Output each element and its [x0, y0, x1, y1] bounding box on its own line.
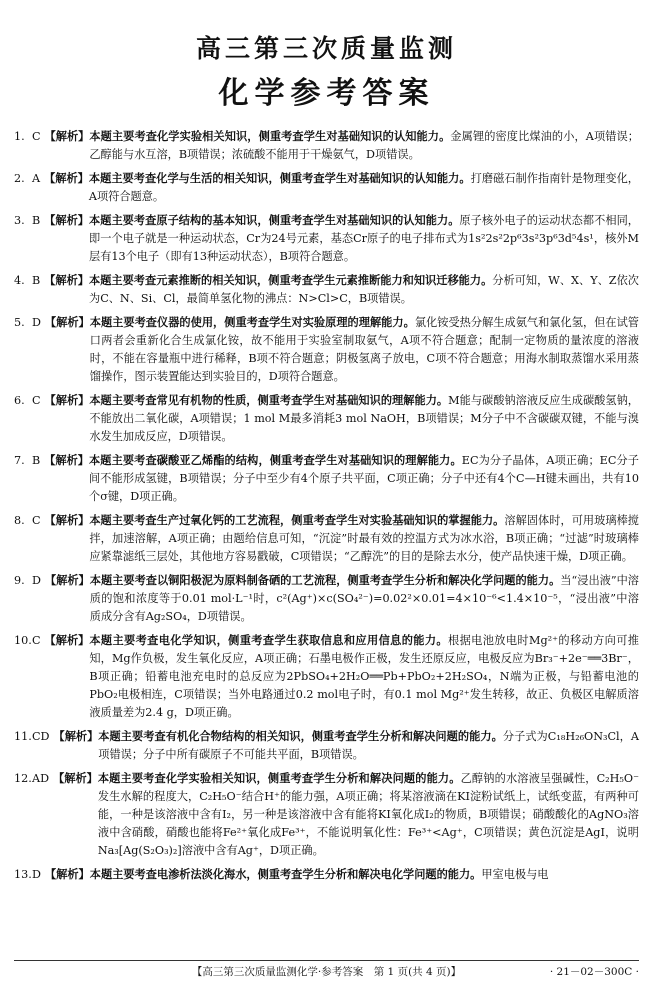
question-number: 5.: [14, 316, 25, 329]
answer-detail: 氯化铵受热分解生成氨气和氯化氢，但在试管口两者会重新化合生成氯化铵，故不能用于实验室制取氨气，A项不符合题意；配制一定物质的量浓度的溶液时，不能在容量瓶中进行稀释，B项不符合题意；阴极氢离子放电，C项不符合题意；用海水制取蒸馏水采用蒸馏操作，图示装置能达到实验目的，D项符合题意。: [89, 316, 639, 383]
answer-item: [14, 212, 639, 266]
analysis-tag: 【解析】: [44, 130, 90, 143]
answer-item: [14, 128, 639, 164]
answer-body: [89, 512, 639, 566]
answer-item: [14, 728, 639, 764]
answer-choice: C: [32, 514, 41, 527]
question-number: 6.: [14, 394, 25, 407]
answer-focus: 本题主要考查原子结构的基本知识，侧重考查学生对基础知识的认知能力。: [89, 214, 460, 227]
answer-focus: 本题主要考查电化学知识，侧重考查学生获取信息和应用信息的能力。: [89, 634, 448, 647]
answer-choice: D: [32, 316, 41, 329]
footer-divider: [14, 960, 639, 961]
answer-detail: M能与碳酸钠溶液反应生成碳酸氢钠，不能放出二氧化碳，A项错误；1 mol M最多消耗3 mol NaOH，B项错误；M分子中不含碳碳双键，不能与溴水发生加成反应，D项错误。: [89, 394, 639, 443]
question-number: 12.: [14, 772, 32, 785]
answer-item: [14, 572, 639, 626]
answer-lead: [14, 314, 90, 386]
answer-body: [89, 272, 639, 308]
answer-lead: [14, 512, 89, 566]
answer-detail: 原子核外电子的运动状态都不相同，即一个电子就是一种运动状态，Cr为24号元素，基态Cr原子的电子排布式为1s²2s²2p⁶3s²3p⁶3d⁵4s¹，核外M层有13个电子（即有13种运动状态），B项符合题意。: [89, 214, 639, 263]
footer-code: · 21－02－300C ·: [549, 966, 639, 978]
answer-lead: [14, 392, 89, 446]
answer-item: [14, 866, 639, 884]
answer-item: [14, 272, 639, 308]
answer-lead: [14, 572, 90, 626]
answer-body: [89, 128, 639, 164]
answer-body: [89, 452, 639, 506]
answer-lead: [14, 632, 89, 722]
question-number: 10.: [14, 634, 32, 647]
answer-body: [90, 572, 639, 626]
answer-body: [90, 314, 639, 386]
answer-body: [98, 728, 639, 764]
answer-focus: 本题主要考查碳酸亚乙烯酯的结构，侧重考查学生对基础知识的理解能力。: [89, 454, 462, 467]
answer-item: [14, 392, 639, 446]
answer-choice: D: [32, 574, 41, 587]
question-number: 1.: [14, 130, 25, 143]
question-number: 9.: [14, 574, 25, 587]
answer-choice: AD: [32, 772, 50, 785]
answer-item: [14, 314, 639, 386]
answer-choice: B: [32, 454, 41, 467]
question-number: 7.: [14, 454, 25, 467]
answer-lead: [14, 770, 98, 860]
answer-item: [14, 632, 639, 722]
answer-item: [14, 170, 639, 206]
analysis-tag: 【解析】: [44, 514, 90, 527]
answer-choice: A: [32, 172, 41, 185]
answer-choice: C: [32, 130, 41, 143]
analysis-tag: 【解析】: [44, 214, 89, 227]
answer-detail: 打磨磁石制作指南针是物理变化，A项符合题意。: [88, 172, 639, 203]
answer-body: [98, 770, 639, 860]
question-number: 3.: [14, 214, 25, 227]
analysis-tag: 【解析】: [44, 172, 89, 185]
analysis-tag: 【解析】: [44, 274, 89, 287]
answer-focus: 本题主要考查有机化合物结构的相关知识，侧重考查学生分析和解决问题的能力。: [98, 730, 503, 743]
answer-detail: 乙醇钠的水溶液呈强碱性，C₂H₅O⁻发生水解的程度大，C₂H₅O⁻结合H⁺的能力强，A项正确；将某溶液滴在KI淀粉试纸上，试纸变蓝，有两种可能，一种是该溶液中含有I₂，另一种是该溶液中含有能将KI氧化成I₂的物质，B项错误；硝酸酸化的AgNO₃溶液中含硝酸，硝酸也能将Fe²⁺氧化成Fe³⁺，不能说明氧化性：Fe³⁺<Ag⁺，C项错误；黄色沉淀是AgI，说明Na₃[Ag(S₂O₃)₂]溶液中含有Ag⁺，D项正确。: [97, 772, 639, 857]
question-number: 13.: [14, 868, 32, 881]
page-subtitle: 化学参考答案: [218, 76, 435, 111]
answer-body: [90, 866, 639, 884]
question-number: 4.: [14, 274, 25, 287]
answer-body: [89, 632, 639, 722]
answer-focus: 本题主要考查以铜阳极泥为原料制备硒的工艺流程，侧重考查学生分析和解决化学问题的能力。: [89, 574, 561, 587]
answer-choice: C: [32, 634, 41, 647]
answer-choice: B: [32, 274, 41, 287]
answer-lead: [14, 866, 90, 884]
analysis-tag: 【解析】: [44, 634, 90, 647]
answer-lead: [14, 128, 89, 164]
analysis-tag: 【解析】: [44, 454, 89, 467]
question-number: 2.: [14, 172, 25, 185]
answer-choice: CD: [32, 730, 50, 743]
question-number: 11.: [14, 730, 32, 743]
answer-detail: 当“浸出液”中溶质的饱和浓度等于0.01 mol·L⁻¹时，c²(Ag⁺)×c(SO₄²⁻)=0.02²×0.01=4×10⁻⁶<1.4×10⁻⁵，“浸出液”中溶质成分含有Ag₂SO₄，D项错误。: [89, 574, 639, 623]
answer-detail: 金属锂的密度比煤油的小，A项错误；乙醇能与水互溶，B项错误；浓硫酸不能用于干燥氨气，D项错误。: [89, 130, 639, 161]
answer-focus: 本题主要考查化学实验相关知识，侧重考查学生分析和解决问题的能力。: [97, 772, 461, 785]
answer-focus: 本题主要考查常见有机物的性质，侧重考查学生对基础知识的理解能力。: [89, 394, 449, 407]
analysis-tag: 【解析】: [44, 868, 90, 881]
answer-focus: 本题主要考查电渗析法淡化海水，侧重考查学生分析和解决电化学问题的能力。: [89, 868, 482, 881]
answer-body: [89, 212, 639, 266]
answer-focus: 本题主要考查元素推断的相关知识，侧重考查学生元素推断能力和知识迁移能力。: [89, 274, 493, 287]
answer-item: [14, 452, 639, 506]
analysis-tag: 【解析】: [44, 574, 90, 587]
answer-lead: [14, 728, 98, 764]
answer-detail: 根据电池放电时Mg²⁺的移动方向可推知，Mg作负极，发生氧化反应，A项正确；石墨电极作正极，发生还原反应，电极反应为Br₃⁻+2e⁻══3Br⁻，B项正确；铅蓄电池充电时的总反应为2PbSO₄+2H₂O══Pb+PbO₂+2H₂SO₄，N端为正极，与铅蓄电池的PbO₂电极相连，C项错误；当外电路通过0.2 mol电子时，有0.1 mol Mg²⁺发生转移，故正、负极区电解质溶液质量差为2.4 g，D项正确。: [89, 634, 639, 719]
answer-detail: 甲室电极与电: [481, 868, 549, 881]
answer-lead: [14, 212, 89, 266]
answer-item: [14, 512, 639, 566]
page-title: 高三第三次质量监测: [195, 34, 457, 63]
answer-lead: [14, 272, 89, 308]
analysis-tag: 【解析】: [53, 730, 99, 743]
answer-lead: [14, 170, 89, 206]
answer-detail: 分析可知，W、X、Y、Z依次为C、N、Si、Cl，最简单氢化物的沸点：N>Cl>C，B项错误。: [89, 274, 639, 305]
answer-body: [89, 392, 639, 446]
answer-focus: 本题主要考查仪器的使用，侧重考查学生对实验原理的理解能力。: [89, 316, 415, 329]
answer-focus: 本题主要考查生产过氧化钙的工艺流程，侧重考查学生对实验基础知识的掌握能力。: [89, 514, 505, 527]
answer-choice: B: [32, 214, 41, 227]
question-number: 8.: [14, 514, 25, 527]
answer-lead: [14, 452, 89, 506]
analysis-tag: 【解析】: [44, 316, 90, 329]
analysis-tag: 【解析】: [44, 394, 90, 407]
answer-choice: D: [32, 868, 41, 881]
answer-choice: C: [32, 394, 41, 407]
analysis-tag: 【解析】: [53, 772, 98, 785]
footer-page-info: 【高三第三次质量监测化学·参考答案 第 1 页(共 4 页)】: [191, 966, 462, 978]
answer-body: [89, 170, 639, 206]
answer-list: [14, 128, 639, 890]
answer-focus: 本题主要考查化学与生活的相关知识，侧重考查学生对基础知识的认知能力。: [88, 172, 471, 185]
answer-item: [14, 770, 639, 860]
answer-detail: 溶解固体时，可用玻璃棒搅拌，加速溶解，A项正确；由题给信息可知，“沉淀”时最有效的控温方式为冰水浴，B项正确；“过滤”时玻璃棒应紧靠滤纸三层处，其他地方容易戳破，C项错误；“乙醇洗”的目的是除去水分，使产品快速干燥，D项正确。: [89, 514, 639, 563]
answer-detail: EC为分子晶体，A项正确；EC分子间不能形成氢键，B项错误；分子中至少有4个原子共平面，C项正确；分子中还有4个C—H键未画出，共有10个σ键，D项正确。: [89, 454, 639, 503]
answer-detail: 分子式为C₁₈H₂₆ON₃Cl，A项错误；分子中所有碳原子不可能共平面，B项错误。: [98, 730, 639, 761]
answer-focus: 本题主要考查化学实验相关知识，侧重考查学生对基础知识的认知能力。: [89, 130, 451, 143]
